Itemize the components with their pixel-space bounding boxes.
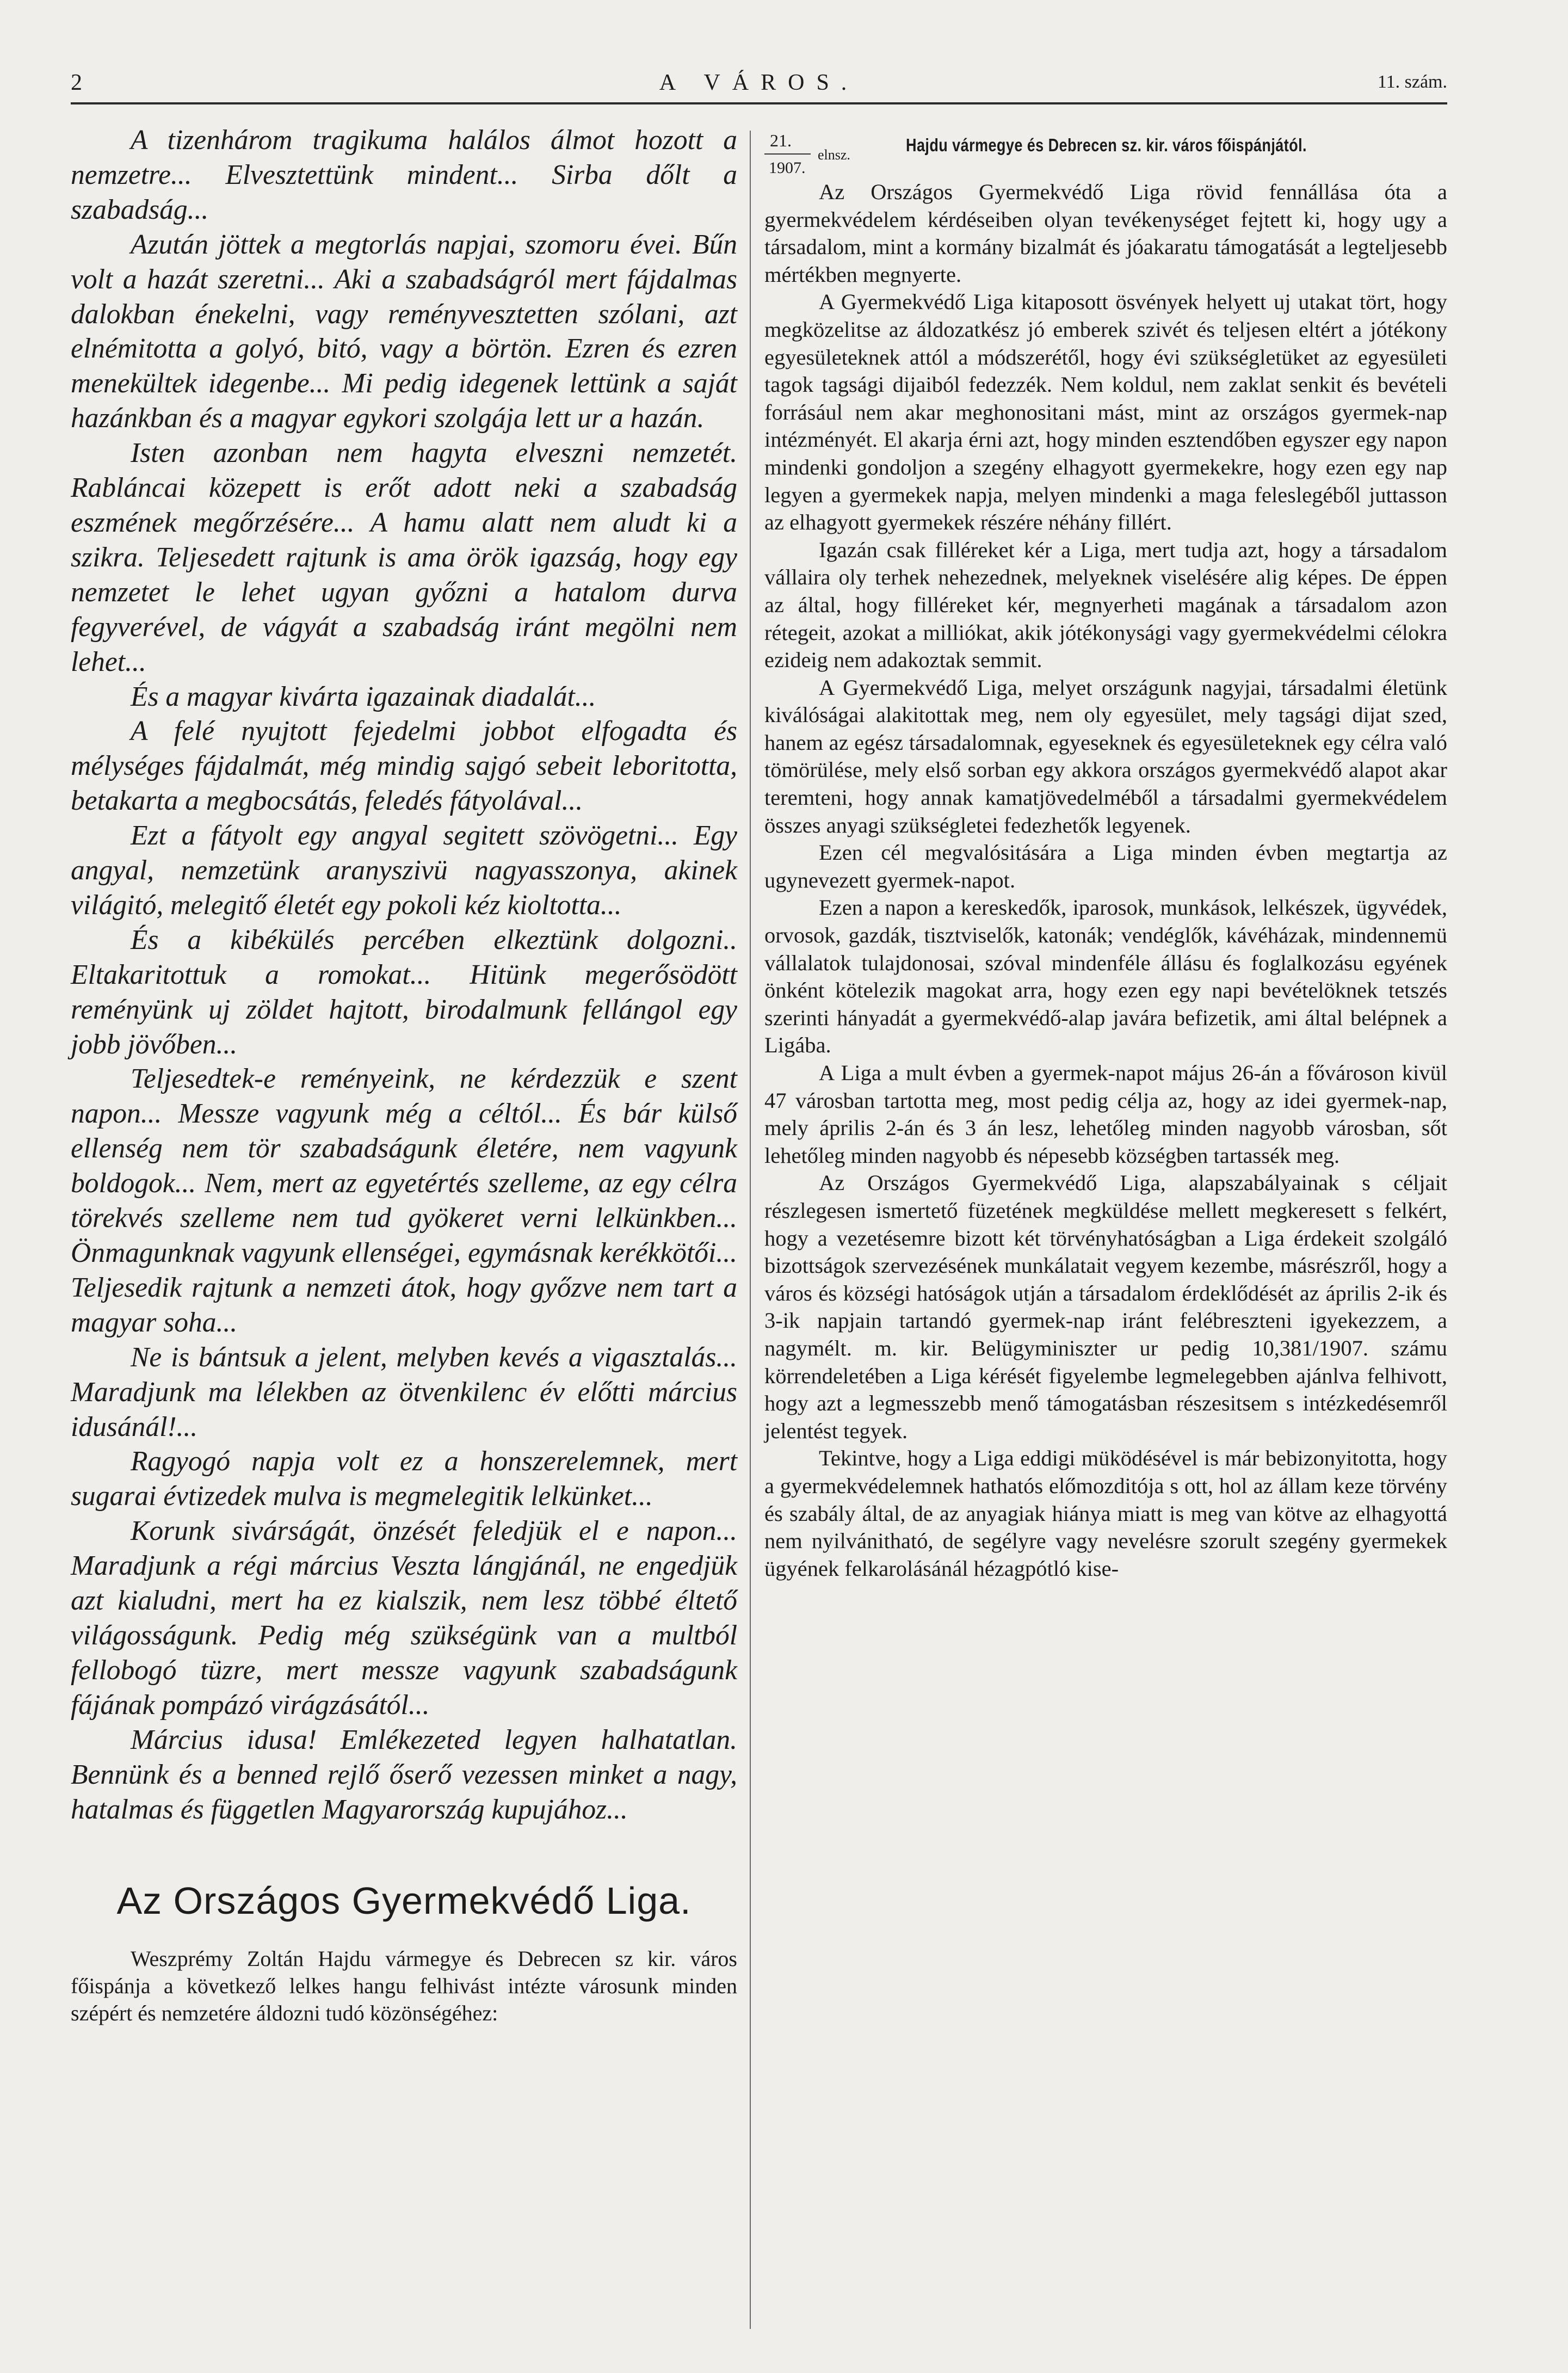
memo-header (764, 124, 1447, 178)
memo-year: 1907. (769, 159, 806, 177)
right-column (764, 124, 1447, 1582)
article-title: Az Országos Gyermekvédő Liga. (116, 1879, 692, 1922)
article-intro: Weszprémy Zoltán Hajdu vármegye és Debrecen sz kir. város főispánja a következő lelkes hangu felhivást intézte városunk minden szépért és nemzetére áldozni tudó közönségéhez: (71, 1946, 737, 2026)
essay-paragraph: És a kibékülés percében elkeztünk dolgozni.. Eltakaritottuk a romokat... Hitünk megerősödött reményünk uj zöldet hajtott, birodalmunk fellángol egy jobb jövőben... (71, 924, 737, 1060)
essay-paragraph: Teljesedtek-e reményeink, ne kérdezzük e szent napon... Messze vagyunk még a céltól... És bár külső ellenség nem tör szabadságunk életére, nem vagyunk boldogok... Nem, mert az egyetértés szelleme, az egy célra törekvés szelleme nem tud gyökeret verni lelkünkben... Önmagunknak vagyunk ellenségei, egymásnak kerékkötői... Teljesedik rajtunk a nemzeti átok, hogy győzve nem tart a magyar soha... (71, 1063, 737, 1338)
essay-paragraph: A felé nyujtott fejedelmi jobbot elfogadta és mélységes fájdalmát, még mindig sajgó sebeit leboritotta, betakarta a megbocsátás, feledés fátyolával... (71, 716, 737, 817)
essay-paragraph: Azután jöttek a megtorlás napjai, szomoru évei. Bűn volt a hazát szeretni... Aki a szabadságról mert fájdalmas dalokban énekelni, vagy reményvesztetten szólani, azt elnémitotta a golyó, bitó, vagy a börtön. Ezren és ezren menekültek idegenbe... Mi pedig idegenek lettünk a saját hazánkban és a magyar egykori szolgája lett ur a hazán. (71, 229, 737, 434)
body-paragraph: A Liga a mult évben a gyermek-napot május 26-án a fővároson kivül 47 városban tartotta meg, most pedig célja az, hogy az idei gyermek-nap, mely április 2-án és 3 án lesz, lehetőleg minden nagyobb városban, sőt lehetőleg minden nagyobb és népesebb községben tartassék meg. (764, 1061, 1447, 1168)
essay-paragraph: Ragyogó napja volt ez a honszerelemnek, mert sugarai évtizedek mulva is megmelegitik lelkünket... (71, 1446, 737, 1512)
left-column (71, 123, 737, 2027)
body-paragraph: A Gyermekvédő Liga kitaposott ösvények helyett uj utakat tört, hogy megközelitse az áldozatkész jó emberek szivét és teljesen eltért a jótékony egyesületeknek attól a módszerétől, hogy évi szükségletüket az egyesületi tagok tagsági dijaiból fedezzék. Nem koldul, nem zaklat senkit és bevételi forrásául nem akar meghonositani mást, mint az országos gyermek-nap intézményét. El akarja érni azt, hogy minden esztendőben egyszer egy napon mindenki gondoljon a szegény elhagyott gyermekekre, hogy ezen egy nap legyen a gyermekek napja, melyen mindenki a maga feleslegéből juttasson az elhagyott gyermekek részére néhány fillért. (764, 289, 1447, 535)
body-paragraph: Ezen cél megvalósitására a Liga minden évben megtartja az ugynevezett gyermek-napot. (764, 840, 1447, 892)
body-paragraph: Ezen a napon a kereskedők, iparosok, munkások, lelkészek, ügyvédek, orvosok, gazdák, tisztviselők, katonák; vendéglők, kávéházak, mindennemü vállalatok tulajdonosai, szóval mindenféle állásu és foglalkozásu egyének önként kötelezik magokat arra, hogy ezen egy napi bevételöknek tetszés szerinti hányadát a gyermekvédő-alap javára befizetik, ami által belépnek a Ligába. (764, 895, 1447, 1058)
memo-heading: Hajdu vármegye és Debrecen sz. kir. város főispánjától. (906, 135, 1307, 155)
essay-paragraph: És a magyar kivárta igazainak diadalát... (131, 681, 596, 712)
essay-paragraph: Korunk sivárságát, önzését feledjük el e napon... Maradjunk a régi március Veszta lángjánál, ne engedjük azt kialudni, mert ha ez kialszik, nem lesz többé éltető világosságunk. Pedig még szükségünk van a multból fellobogó tüzre, mert messze vagyunk szabadságunk fájának pompázó virágzásától... (71, 1515, 737, 1721)
memo-number: 21. (770, 131, 792, 150)
newspaper-title: A VÁROS. (659, 70, 859, 95)
essay-paragraph: A tizenhárom tragikuma halálos álmot hozott a nemzetre... Elvesztettünk mindent... Sirba dőlt a szabadság... (71, 125, 737, 225)
essay-paragraph: Ne is bántsuk a jelent, melyben kevés a vigasztalás... Maradjunk ma lélekben az ötvenkilenc év előtti március idusánál!... (71, 1341, 737, 1443)
circular-body (764, 178, 1447, 1582)
header-rule (71, 102, 1447, 104)
page-header (71, 70, 1447, 102)
body-paragraph: Tekintve, hogy a Liga eddigi müködésével is már bebizonyitotta, hogy a gyermekvédelemnek hathatós előmozditója s ott, hol az állam keze törvény és szabály által, de az anyagiak hiánya miatt is meg van kötve az elhagyottá nem nyilvánitható, de segélyre vagy nevelésre szorult szegény gyermekek ügyének felkarolásánál hézagpótló kise- (764, 1446, 1447, 1581)
body-paragraph: Az Országos Gyermekvédő Liga, alapszabályainak s céljait részlegesen ismertető füzetének megküldése mellett megkeresett s felkért, hogy a vezetésemre bizott két törvényhatóságban a Liga érdekeit szolgáló bizottságok szervezésének munkálatait vegyem kezembe, másrészről, hogy a város és községi hatóságok utján a társadalom érdeklődését az április 2-ik és 3-ik napjain tartandó gyermek-nap iránt felébreszteni igyekezzem, a nagymélt. m. kir. Belügyminiszter ur pedig 10,381/1907. számu körrendeletében a Liga kérését figyelembe legmelegebben ajánlva felhivott, hogy azt a legmesszebb menő támogatásban részesitsem s intézkedésemről jelentést tegyek. (764, 1170, 1447, 1443)
body-paragraph: Az Országos Gyermekvédő Liga rövid fennállása óta a gyermekvédelem kérdéseiben olyan tevékenységet fejtett ki, hogy ugy a társadalom, mint a kormány bizalmát és jóakaratu támogatását a legteljesebb mértékben megnyerte. (764, 180, 1447, 287)
issue-number: 11. szám. (1377, 72, 1447, 92)
column-divider (750, 131, 751, 2329)
page-number: 2 (71, 70, 82, 95)
body-paragraph: Igazán csak filléreket kér a Liga, mert tudja azt, hogy a társadalom vállaira oly terhek nehezednek, melyeknek viselésére alig képes. De éppen az által, hogy filléreket kér, megnyerheti magának a társadalom azon rétegeit, azokat a milliókat, akik jótékonysági vagy gyermekvédelmi célokra ezideig nem adakoztak semmit. (764, 537, 1447, 673)
essay-paragraph: Ezt a fátyolt egy angyal segitett szövögetni... Egy angyal, nemzetünk aranyszivü nagyasszonya, akinek világitó, melegitő életét egy pokoli kéz kioltotta... (71, 820, 737, 921)
essay-paragraph: Március idusa! Emlékezeted legyen halhatatlan. Bennünk és a benned rejlő őserő vezessen minket a nagy, hatalmas és független Magyarország kupujához... (71, 1724, 737, 1825)
march-15-essay (71, 123, 737, 1827)
essay-paragraph: Isten azonban nem hagyta elveszni nemzetét. Rabláncai közepett is erőt adott neki a szabadság eszmének megőrzésére... A hamu alatt nem aludt ki a szikra. Teljesedett rajtunk is ama örök igazság, hogy egy nemzetet le lehet ugyan győzni a hatalom durva fegyverével, de vágyát a szabadság iránt megölni nem lehet... (71, 437, 737, 677)
memo-fraction-rule (764, 153, 811, 155)
memo-reference: elnsz. (818, 147, 850, 163)
body-paragraph: A Gyermekvédő Liga, melyet országunk nagyjai, társadalmi életünk kiválóságai alakitottak meg, nem oly egyesület, mely tagsági dijat szed, hanem az egész társadalomnak, egyeseknek és egyesületeknek egy célra való tömörülése, mely első sorban egy akkora országos gyermekvédő alapot akar teremteni, hogy annak kamatjövedelméből a társadalmi gyermekvédelem összes anyagi szükségletei fedezhetők legyenek. (764, 675, 1447, 837)
